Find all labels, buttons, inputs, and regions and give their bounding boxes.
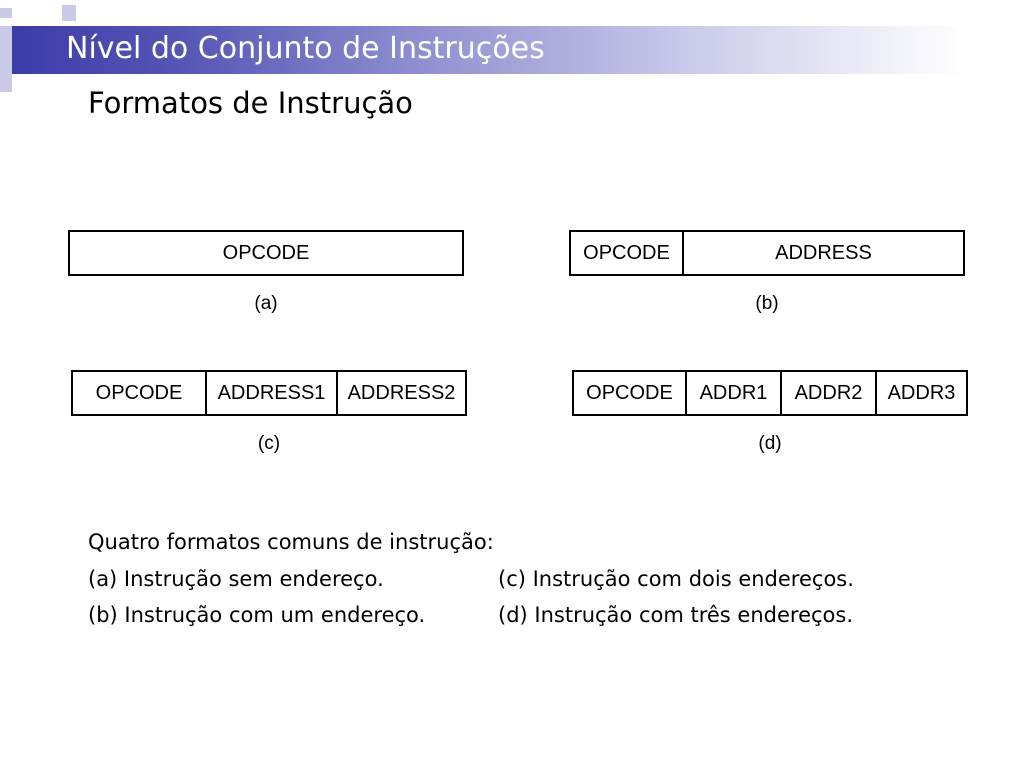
addr3-field: ADDR3: [875, 372, 966, 414]
instruction-format-c: [71, 370, 467, 416]
opcode-field: OPCODE: [95, 381, 183, 404]
decorative-bar: [0, 26, 12, 92]
caption-a: (a) Instrução sem endereço.: [88, 567, 384, 591]
slide-subtitle: Formatos de Instrução: [88, 86, 413, 120]
instruction-format-b: [569, 230, 965, 276]
caption-c: (c) Instrução com dois endereços.: [498, 567, 854, 591]
caption-row-2: [88, 603, 854, 627]
addr2-field: ADDR2: [780, 372, 875, 414]
decorative-square: [62, 5, 76, 21]
caption-row-1: [88, 567, 854, 591]
format-label-a: (a): [254, 293, 278, 314]
decorative-square: [0, 8, 12, 18]
opcode-field: OPCODE: [583, 241, 670, 264]
caption-intro: Quatro formatos comuns de instrução:: [88, 530, 494, 554]
caption-b: (b) Instrução com um endereço.: [88, 603, 426, 627]
instruction-format-a: [68, 230, 464, 276]
caption-d: (d) Instrução com três endereços.: [498, 603, 854, 627]
opcode-field: OPCODE: [586, 381, 673, 404]
opcode-field: OPCODE: [222, 241, 310, 264]
address1-field: ADDRESS1: [205, 372, 336, 414]
format-label-b: (b): [755, 293, 779, 314]
address2-field: ADDRESS2: [336, 372, 465, 414]
addr1-field: ADDR1: [685, 372, 780, 414]
address-field: ADDRESS: [682, 232, 963, 274]
instruction-format-d: [572, 370, 968, 416]
format-label-d: (d): [758, 433, 782, 454]
slide-title: Nível do Conjunto de Instruções: [66, 31, 545, 66]
format-label-c: (c): [257, 433, 281, 454]
